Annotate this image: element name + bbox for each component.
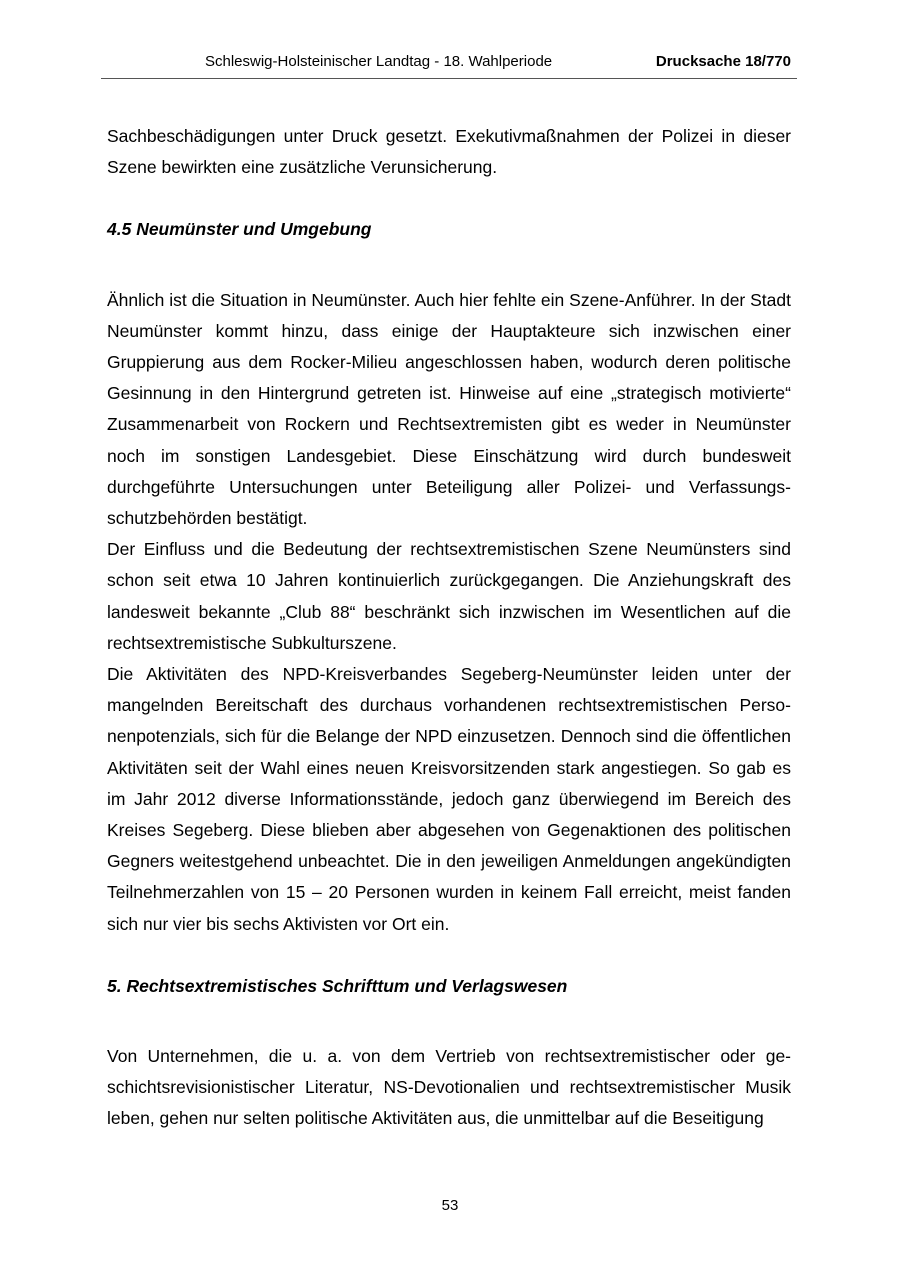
section-heading-4-5: 4.5 Neumünster und Umgebung [107, 219, 372, 240]
document-body [107, 121, 791, 1135]
page-header [101, 50, 797, 79]
paragraph-4-5-1: Ähnlich ist die Situation in Neumünster. Auch hier fehlte ein Szene-Anführer. In der Stadt Neumünster kommt hinzu, dass einige der Hauptakteure sich inzwischen einer Gruppierung aus dem Rocker-Milieu angeschlossen haben, wodurch deren politische Gesinnung in den Hintergrund getreten ist. Hinweise auf eine „strategisch motivierte“ Zusammenarbeit von Rockern und Rechtsextremisten gibt es weder in Neumünster noch im sonstigen Landesgebiet. Diese Einschätzung wird durch bundesweit durchgeführte Untersuchungen unter Beteiligung aller Polizei- und Verfassungsschutzbehörden bestätigt. [107, 289, 791, 529]
header-title: Schleswig-Holsteinischer Landtag - 18. Wahlperiode [205, 53, 553, 70]
paragraph-intro: Sachbeschädigungen unter Druck gesetzt. Exekutivmaßnahmen der Polizei in dieser Szene bewirkten eine zusätzliche Verunsicherung. [107, 126, 791, 178]
paragraph-4-5-3: Die Aktivitäten des NPD-Kreisverbandes Segeberg-Neumünster leiden unter der mangelnden Bereitschaft des durchaus vorhandenen rechtsextremistischen Personenpotenzials, sich für die Belange der NPD einzusetzen. Dennoch sind die öffentlichen Aktivitäten seit der Wahl eines neuen Kreisvorsitzenden stark angestiegen. So gab es im Jahr 2012 diverse Informationsstände, jedoch ganz überwiegend im Bereich des Kreises Segeberg. Diese blieben aber abgesehen von Gegenaktionen des politischen Gegners weitestgehend unbeachtet. Die in den jeweiligen Anmeldungen angekündigten Teilnehmerzahlen von 15 – 20 Personen wurden in keinem Fall erreicht, meist fanden sich nur vier bis sechs Aktivisten vor Ort ein. [107, 664, 791, 934]
header-doc-number: Drucksache 18/770 [655, 53, 791, 70]
paragraph-5-1: Von Unternehmen, die u. a. von dem Vertrieb von rechtsextremistischer oder geschichtsrevisionistischer Literatur, NS-Devotionalien und rechtsextremistischer Musik leben, gehen nur selten politische Aktivitäten aus, die unmittelbar auf die Beseitigung [107, 1046, 791, 1129]
page-number: 53 [441, 1197, 459, 1214]
paragraph-4-5-2: Der Einfluss und die Bedeutung der rechtsextremistischen Szene Neumünsters sind schon seit etwa 10 Jahren kontinuierlich zurückgegangen. Die Anziehungskraft des landesweit bekannte „Club 88“ beschränkt sich inzwischen im Wesentlichen auf die rechtsextremistische Subkulturszene. [107, 539, 791, 653]
section-heading-5: 5. Rechtsextremistisches Schrifttum und Verlagswesen [107, 975, 568, 996]
